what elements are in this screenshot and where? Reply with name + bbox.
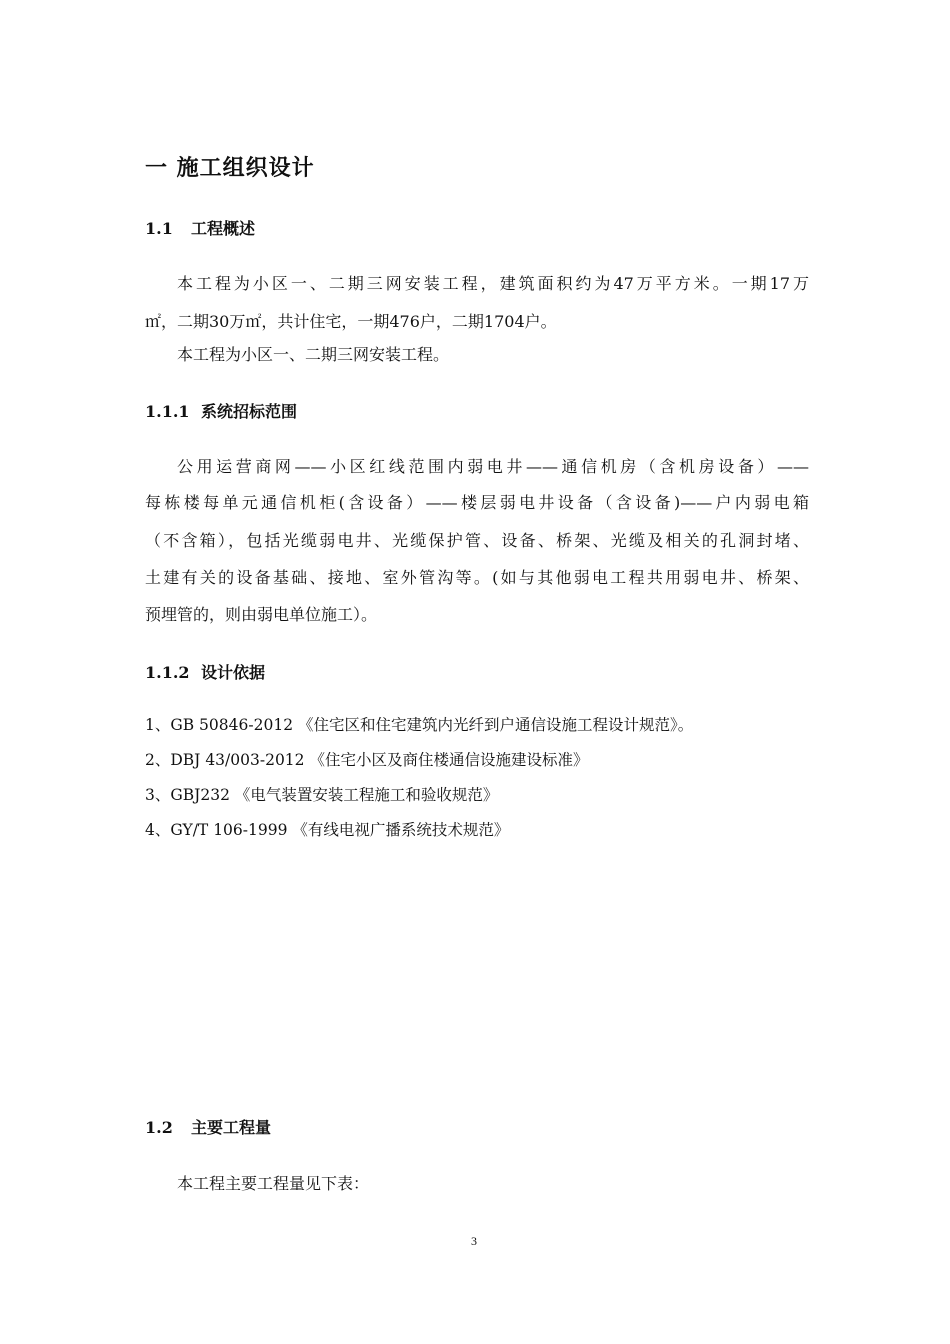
paragraph-line: （不含箱），包括光缆弱电井、光缆保护管、设备、桥架、光缆及相关的孔洞封堵、: [145, 531, 809, 550]
page-number: 3: [471, 1234, 477, 1248]
paragraph-line: 本工程为小区一、二期三网安装工程，建筑面积约为47万平方米。一期17万: [177, 274, 809, 293]
paragraph: 本工程为小区一、二期三网安装工程。: [177, 345, 450, 364]
paragraph: 本工程主要工程量见下表：: [177, 1174, 370, 1193]
section-title: 主要工程量: [191, 1118, 272, 1137]
paragraph-line: 预埋管的，则由弱电单位施工）。: [145, 605, 378, 624]
section-heading-1-1-1: [145, 399, 297, 422]
section-title: 设计依据: [201, 663, 266, 682]
section-number: 1.1.2: [145, 663, 190, 682]
chapter-title: 一 施工组织设计: [145, 155, 315, 181]
reference-item: 4、GY/T 106-1999 《有线电视广播系统技术规范》: [145, 821, 510, 839]
paragraph-line: 土建有关的设备基础、接地、室外管沟等。(如与其他弱电工程共用弱电井、桥架、: [145, 568, 809, 587]
section-title: 工程概述: [191, 219, 256, 238]
paragraph-line: 公用运营商网——小区红线范围内弱电井——通信机房（含机房设备）——: [177, 457, 809, 476]
reference-item: 2、DBJ 43/003-2012 《住宅小区及商住楼通信设施建设标准》: [145, 751, 589, 769]
section-number: 1.1.1: [145, 402, 190, 421]
paragraph-line: 每栋楼每单元通信机柜(含设备）——楼层弱电井设备（含设备)——户内弱电箱: [145, 493, 809, 512]
section-heading-1-1: [145, 216, 255, 239]
reference-item: 1、GB 50846-2012 《住宅区和住宅建筑内光纤到户通信设施工程设计规范》。: [145, 716, 694, 734]
section-number: 1.2: [145, 1118, 173, 1137]
section-heading-1-2: [145, 1115, 271, 1138]
reference-item: 3、GBJ232 《电气装置安装工程施工和验收规范》: [145, 786, 499, 804]
paragraph-line: ㎡，二期30万㎡，共计住宅，一期476户，二期1704户。: [145, 312, 557, 331]
section-title: 系统招标范围: [201, 402, 298, 421]
section-heading-1-1-2: [145, 660, 265, 683]
section-number: 1.1: [145, 219, 173, 238]
